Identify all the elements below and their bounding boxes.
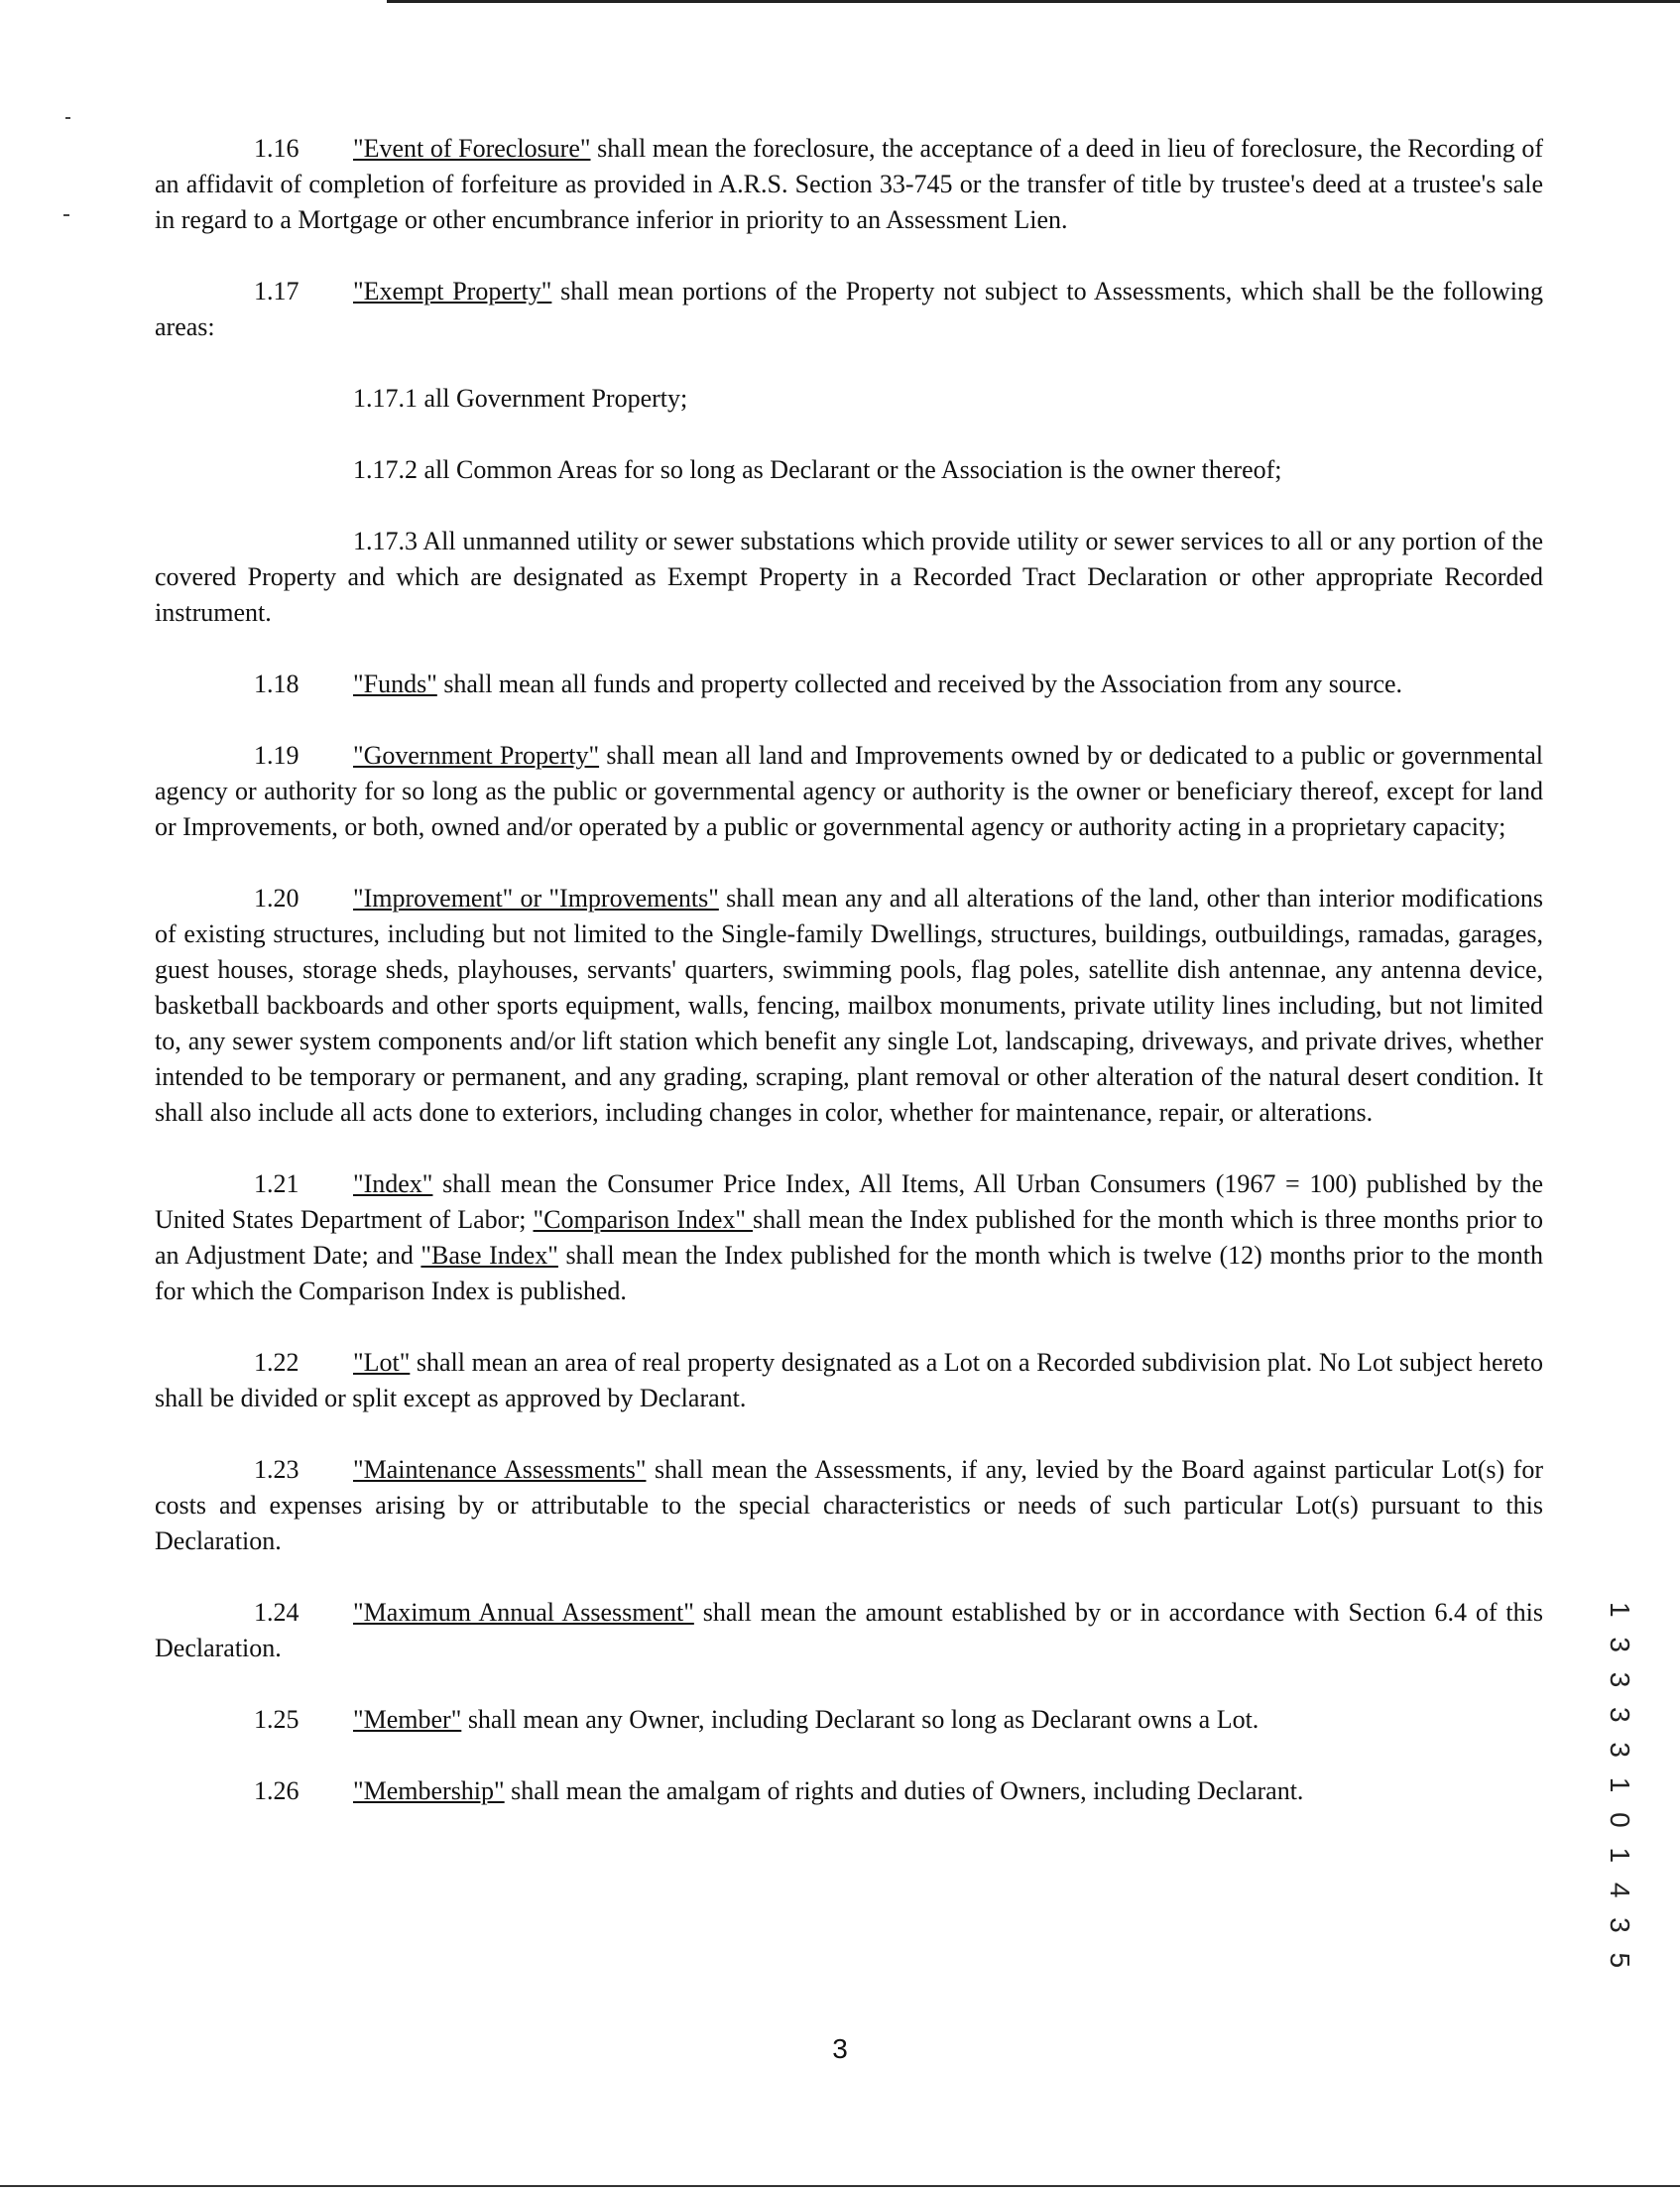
definition-1-22 [155,1345,1543,1416]
definition-text: shall mean portions of the Property not subject to Assessments, which shall be the following areas: [155,277,1544,341]
definition-1-21 [155,1166,1543,1309]
definition-text: shall mean an area of real property designated as a Lot on a Recorded subdivision plat. No Lot subject hereto shall be divided or split except as approved by Declarant. [155,1348,1543,1412]
section-number: 1.24 [254,1598,300,1627]
definition-1-26 [155,1773,1543,1809]
definition-text: shall mean all funds and property collected and received by the Association from any source. [436,670,1403,698]
definition-1-17 [155,274,1543,345]
defined-term: "Event of Foreclosure" [353,134,591,163]
definition-1-23 [155,1452,1543,1559]
section-number: 1.21 [254,1169,300,1198]
definition-text: shall mean the Assessments, if any, levied by the Board against particular Lot(s) for costs and expenses arising by or attributable to the special characteristics or needs of such particular Lot(s) pursuant to this Declaration. [155,1455,1543,1555]
section-number: 1.22 [254,1348,300,1377]
subsection-1-17-1 [155,381,1543,417]
definition-text: shall mean the foreclosure, the acceptance of a deed in lieu of foreclosure, the Recording of an affidavit of completion of forfeiture as provided in A.R.S. Section 33-745 or the transfer of title by trustee's deed at a trustee's sale in regard to a Mortgage or other encumbrance inferior in priority to an Assessment Lien. [155,134,1543,234]
definition-1-18 [155,667,1543,702]
document-body [155,131,1543,1845]
defined-term: "Maintenance Assessments" [353,1455,647,1484]
defined-term: "Funds" [353,670,437,698]
defined-term: "Exempt Property" [353,277,552,305]
subsection-1-17-2 [155,452,1543,488]
definition-text: shall mean the Index published for the month which is twelve (12) months prior to the month for which the Comparison Index is published. [155,1241,1543,1305]
defined-term: "Index" [353,1169,433,1198]
definition-1-24 [155,1595,1543,1666]
subsection-text: all Common Areas for so long as Declarant or the Association is the owner thereof; [418,455,1282,484]
definition-text: shall mean any Owner, including Declarant so long as Declarant owns a Lot. [461,1705,1260,1734]
margin-mark [63,214,69,216]
defined-term: "Base Index" [420,1241,558,1270]
section-number: 1.16 [254,134,300,163]
defined-term: "Improvement" or "Improvements" [353,884,719,913]
page-number: 3 [832,2033,848,2064]
definition-text: shall mean the Index published for the month which is three months prior to an Adjustment Date; and [155,1205,1544,1270]
section-number: 1.26 [254,1776,300,1805]
section-number: 1.20 [254,884,300,913]
bottom-border-line [0,2185,1680,2187]
defined-term: "Maximum Annual Assessment" [353,1598,694,1627]
margin-mark [65,117,70,119]
recording-number: 1 3 3 3 3 1 0 1 4 3 5 [1605,1602,1635,1975]
definition-text: shall mean the amalgam of rights and duties of Owners, including Declarant. [504,1776,1304,1805]
defined-term: "Lot" [353,1348,411,1377]
definition-1-16 [155,131,1543,238]
defined-term: "Comparison Index" [533,1205,754,1234]
defined-term: "Government Property" [353,741,600,770]
section-number: 1.25 [254,1705,300,1734]
subsection-1-17-3 [155,524,1543,631]
definition-1-20 [155,881,1543,1131]
section-number: 1.23 [254,1455,300,1484]
recording-stamp [1605,1599,1635,1975]
definition-1-19 [155,738,1543,845]
definition-text: shall mean all land and Improvements owned by or dedicated to a public or governmental agency or authority for so long as the public or governmental agency or authority is the owner or beneficiary thereof, except for land or Improvements, or both, owned and/or operated by a public or governmental agency or authority acting in a proprietary capacity; [155,741,1544,841]
section-number: 1.17 [254,277,300,305]
top-border-line [387,0,1680,3]
section-number: 1.17.3 [353,527,418,555]
definition-1-25 [155,1702,1543,1738]
definition-text: shall mean the Consumer Price Index, All Items, All Urban Consumers (1967 = 100) published by the United States Department of Labor; [155,1169,1543,1234]
definition-text: shall mean any and all alterations of the land, other than interior modifications of existing structures, including but not limited to the Single-family Dwellings, structures, buildings, outbuildings, ramadas, garages, guest houses, storage sheds, playhouses, servants' quarters, swimming pools, flag poles, satellite dish antennae, any antenna device, basketball backboards and other sports equipment, walls, fencing, mailbox monuments, private utility lines including, but not limited to, any sewer system components and/or lift station which benefit any single Lot, landscaping, driveways, and private drives, whether intended to be temporary or permanent, and any grading, scraping, plant removal or other alteration of the natural desert condition. It shall also include all acts done to exteriors, including changes in color, whether for maintenance, repair, or alterations. [155,884,1544,1127]
subsection-text: All unmanned utility or sewer substations which provide utility or sewer services to all or any portion of the covered Property and which are designated as Exempt Property in a Recorded Tract Declaration or other appropriate Recorded instrument. [155,527,1543,627]
defined-term: "Member" [353,1705,462,1734]
section-number: 1.17.2 [353,455,418,484]
subsection-text: all Government Property; [418,384,688,413]
section-number: 1.18 [254,670,300,698]
definition-text: shall mean the amount established by or in accordance with Section 6.4 of this Declaration. [155,1598,1543,1662]
section-number: 1.19 [254,741,300,770]
defined-term: "Membership" [353,1776,505,1805]
section-number: 1.17.1 [353,384,418,413]
